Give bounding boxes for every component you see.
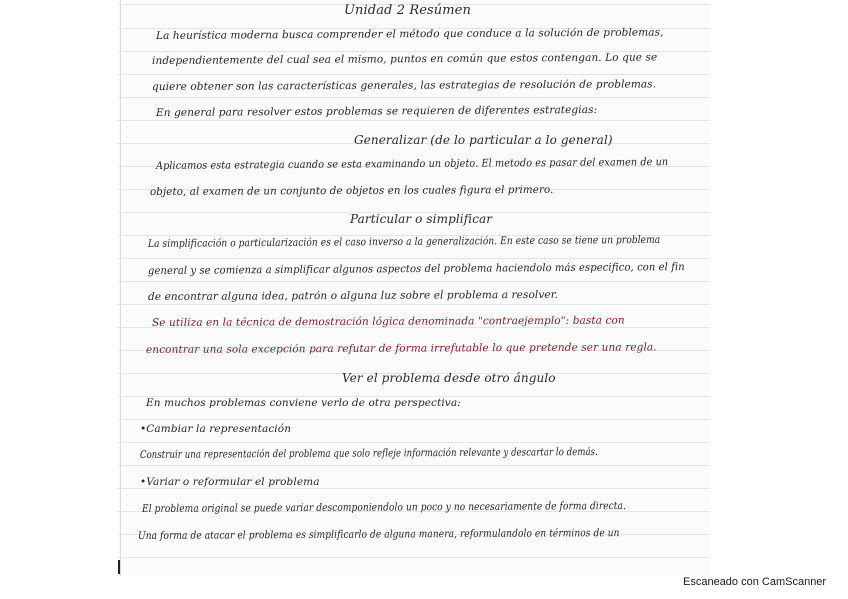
text-line-red: encontrar una sola excepción para refutar de forma irrefutable lo que pretende ser una regla. <box>145 341 657 356</box>
text-line: Aplicamos esta estrategia cuando se esta examinando un objeto. El metodo es pasar del examen de un <box>155 156 669 172</box>
scanner-watermark: Escaneado con CamScanner <box>683 576 827 588</box>
text-line: •Cambiar la representación <box>140 423 292 435</box>
text-line: objeto, al examen de un conjunto de objetos en los cuales figura el primero. <box>149 183 554 198</box>
text-line: Construir una representación del problema que solo refleje información relevante y descartar lo demás. <box>139 446 598 461</box>
text-line: La simplificación o particularización es el caso inverso a la generalización. En este caso se tiene un problema <box>147 233 661 250</box>
text-line: El problema original se puede variar descomponiendolo un poco y no necesariamente de forma directa. <box>141 500 626 515</box>
text-line-red: Se utiliza en la técnica de demostración lógica denominada "contraejemplo": basta con <box>151 314 625 329</box>
section-heading-generalizar: Generalizar (de lo particular a lo general) <box>354 133 613 147</box>
page-bottom-edge <box>118 560 128 574</box>
section-heading-ver-problema: Ver el problema desde otro ángulo <box>342 371 556 385</box>
document-title: Unidad 2 Resúmen <box>344 3 471 18</box>
section-heading-particular: Particular o simplificar <box>350 212 493 226</box>
text-line: En general para resolver estos problemas se requieren de diferentes estrategias: <box>155 103 598 119</box>
text-line: quiere obtener son las características generales, las estrategias de resolución de problemas. <box>151 78 657 93</box>
text-line: •Variar o reformular el problema <box>140 476 320 488</box>
text-line: general y se comienza a simplificar algunos aspectos del problema haciendolo más especifico, con el fin <box>147 261 685 277</box>
text-line: Una forma de atacar el problema es simplificarlo de alguna manera, reformulandolo en términos de un <box>137 527 620 542</box>
text-line: de encontrar alguna idea, patrón o alguna luz sobre el problema a resolver. <box>147 288 559 303</box>
text-line: independientemente del cual sea el mismo, puntos en común que estos contengan. Lo que se <box>151 51 658 67</box>
text-line: En muchos problemas conviene verlo de otra perspectiva: <box>146 397 461 409</box>
page-margin-line <box>120 0 121 576</box>
text-line: La heurística moderna busca comprender el método que conduce a la solución de problemas, <box>155 26 664 42</box>
